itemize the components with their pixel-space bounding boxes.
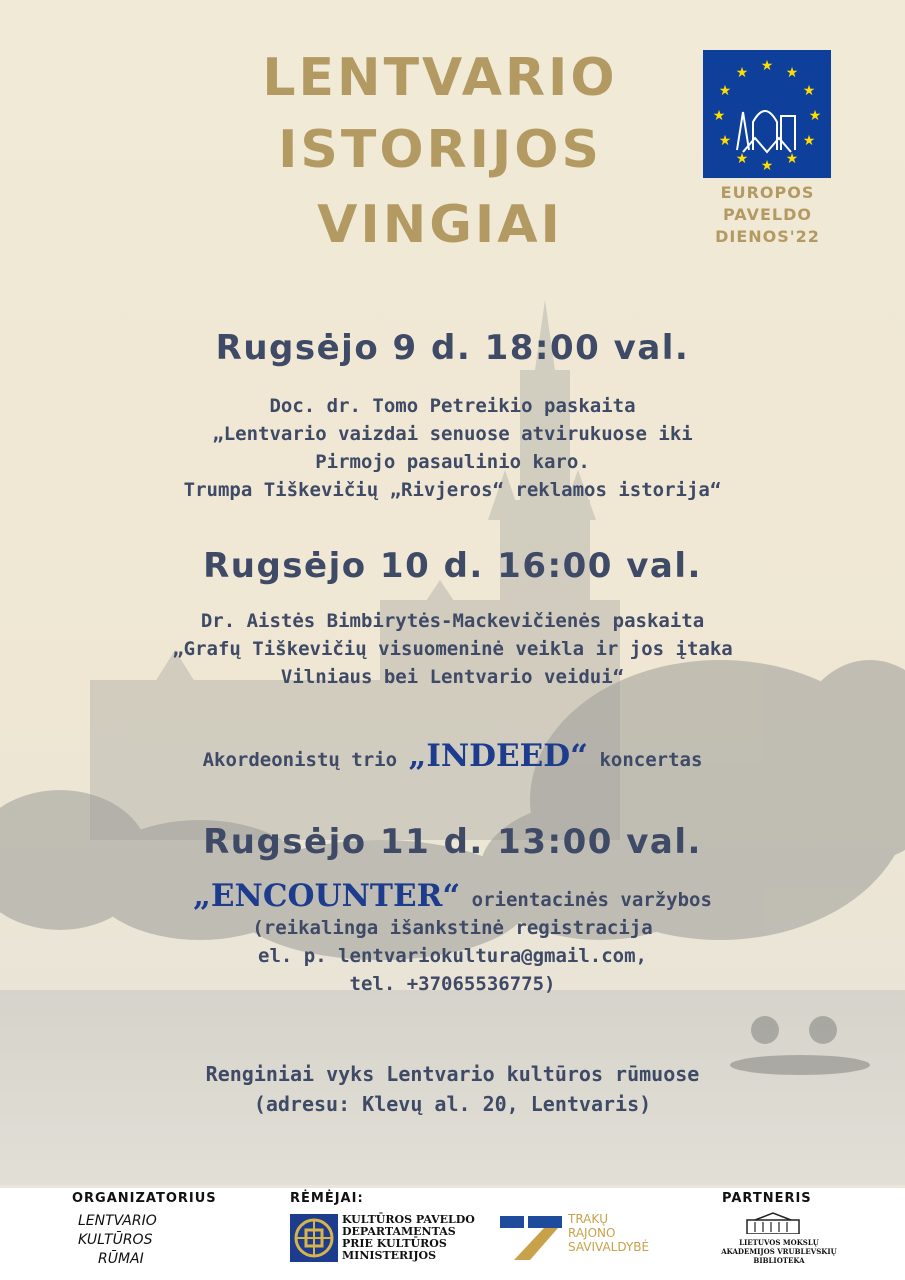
encounter-line: [0, 875, 905, 921]
organizer-logo-line-2: KULTŪROS: [78, 1232, 153, 1248]
venue-line-1: Renginiai vyks Lentvario kultūros rūmuose: [205, 1062, 700, 1086]
sponsor-1-text: [342, 1214, 475, 1262]
event-3-email: el. p. lentvariokultura@gmail.com,: [258, 945, 647, 967]
ehd-text-line-2: PAVELDO: [723, 205, 812, 224]
event-2-line-3: Vilniaus bei Lentvario veidui“: [280, 666, 625, 688]
title-line-3: VINGIAI: [317, 195, 563, 255]
ehd-text-line-1: EUROPOS: [720, 183, 815, 202]
library-building-icon: [745, 1212, 801, 1234]
svg-text:★: ★: [808, 108, 822, 124]
event-date-2: Rugsėjo 10 d. 16:00 val.: [203, 546, 702, 586]
partner-text: [715, 1238, 843, 1265]
svg-text:★: ★: [760, 58, 774, 74]
sponsor-1-line-2: DEPARTAMENTAS: [342, 1225, 456, 1238]
heritage-department-emblem-icon: [290, 1214, 338, 1262]
concert-pre: Akordeonistų trio: [202, 749, 409, 771]
svg-text:★: ★: [718, 83, 732, 99]
sponsor-1-line-3: PRIE KULTŪROS: [342, 1237, 447, 1250]
organizer-logo: [78, 1212, 188, 1269]
eu-flag-icon: [703, 50, 831, 178]
event-date-1: Rugsėjo 9 d. 18:00 val.: [215, 328, 690, 368]
concert-post: koncertas: [588, 749, 703, 771]
concert-line: [0, 736, 905, 780]
svg-text:★: ★: [712, 108, 726, 124]
event-3-phone: tel. +37065536775): [349, 973, 556, 995]
event-2-line-2: „Grafų Tiškevičių visuomeninė veikla ir jos įtaka: [172, 638, 733, 660]
svg-text:★: ★: [735, 65, 749, 81]
partner-line-2: AKADEMIJOS VRUBLEVSKIŲ: [721, 1247, 837, 1256]
svg-text:★: ★: [718, 133, 732, 149]
title-line-1: LENTVARIO: [262, 48, 618, 108]
organizer-logo-line-1: LENTVARIO: [78, 1213, 157, 1229]
european-heritage-days-logo: [703, 50, 831, 178]
encounter-name: „ENCOUNTER“: [193, 878, 461, 914]
sponsor-2-line-3: SAVIVALDYBĖ: [568, 1240, 650, 1254]
event-date-3: Rugsėjo 11 d. 13:00 val.: [203, 822, 702, 862]
svg-text:★: ★: [760, 158, 774, 174]
sponsor-2-text: [568, 1212, 649, 1254]
title-line-2: ISTORIJOS: [278, 120, 602, 180]
partner-line-3: BIBLIOTEKA: [753, 1256, 805, 1265]
partner-line-1: LIETUVOS MOKSLŲ: [739, 1238, 819, 1247]
event-1-line-2: „Lentvario vaizdai senuose atvirukuose iki: [212, 423, 693, 445]
ehd-text-line-3: DIENOS'22: [715, 227, 820, 246]
concert-name: „INDEED“: [408, 738, 589, 774]
sponsor-1-line-1: KULTŪROS PAVELDO: [342, 1213, 475, 1226]
sponsor-2-line-1: TRAKŲ: [568, 1212, 609, 1226]
organizer-logo-line-3: RŪMAI: [98, 1251, 144, 1267]
venue-line-2: (adresu: Klevų al. 20, Lentvaris): [253, 1092, 652, 1116]
event-1-line-4: Trumpa Tiškevičių „Rivjeros“ reklamos istorija“: [183, 479, 722, 501]
event-2-line-1: Dr. Aistės Bimbirytės-Mackevičienės paskaita: [200, 610, 705, 632]
trakai-district-logo-icon: [500, 1214, 564, 1262]
organizer-heading: ORGANIZATORIUS: [72, 1191, 217, 1206]
sponsor-2-line-2: RAJONO: [568, 1226, 616, 1240]
svg-text:★: ★: [802, 133, 816, 149]
svg-text:★: ★: [735, 151, 749, 167]
event-3-line-1: (reikalinga išankstinė registracija: [252, 917, 653, 939]
footer: [0, 1188, 905, 1280]
sponsor-1-line-4: MINISTERIJOS: [342, 1249, 437, 1262]
sponsors-heading: RĖMĖJAI:: [290, 1191, 364, 1206]
event-1-line-1: Doc. dr. Tomo Petreikio paskaita: [269, 395, 636, 417]
event-1-line-3: Pirmojo pasaulinio karo.: [315, 451, 590, 473]
encounter-post: orientacinės varžybos: [460, 889, 712, 911]
partner-heading: PARTNERIS: [722, 1191, 812, 1206]
svg-text:★: ★: [802, 83, 816, 99]
svg-text:★: ★: [785, 151, 799, 167]
svg-text:★: ★: [785, 65, 799, 81]
